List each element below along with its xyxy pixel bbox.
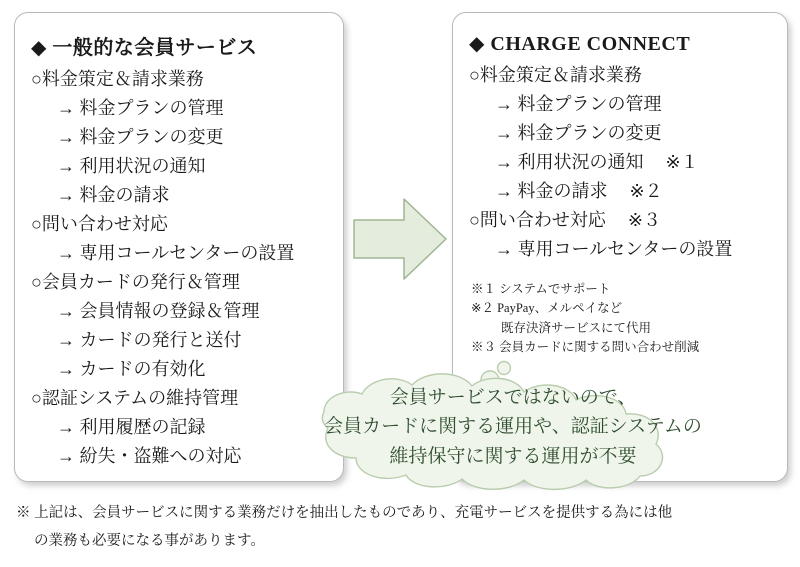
- right-item: [495, 124, 787, 142]
- left-item: → カードの発行と送付: [57, 330, 242, 350]
- right-item-label: → 専用コールセンターの設置: [495, 239, 733, 259]
- cloud-line: 維持保守に関する運用が不要: [389, 445, 637, 467]
- right-item: [495, 95, 787, 113]
- right-item-label: → 料金プランの変更: [495, 123, 662, 143]
- bottom-note-line2: の業務も必要になる事があります。: [34, 532, 265, 549]
- right-item-label: → 料金プランの管理: [495, 94, 662, 114]
- footnote-row: ※３ 会員カードに関する問い合わせ削減: [471, 340, 700, 355]
- footnote-row: ※２ PayPay、メルペイなど: [471, 301, 623, 316]
- right-item-label: → 料金の請求: [495, 181, 608, 201]
- right-item-label: ○料金策定＆請求業務: [469, 65, 642, 85]
- right-item: [469, 66, 787, 84]
- left-panel-title: ◆ 一般的な会員サービス: [31, 37, 258, 59]
- right-arrow-icon: [352, 196, 448, 282]
- left-item: → 紛失・盗難への対応: [57, 446, 242, 466]
- left-item: → カードの有効化: [57, 359, 206, 379]
- right-item-label: → 利用状況の通知: [495, 152, 644, 172]
- right-item: [495, 153, 787, 171]
- right-panel-title: ◆ CHARGE CONNECT: [469, 33, 691, 55]
- right-item-note: ※１: [665, 152, 699, 172]
- right-item-note: ※３: [627, 210, 661, 230]
- right-panel-footnotes: [471, 280, 787, 358]
- bottom-note: [16, 500, 786, 555]
- left-item: ○問い合わせ対応: [31, 214, 168, 234]
- footnote-subrow: 既存決済サービスにて代用: [501, 320, 652, 335]
- right-item-note: ※２: [629, 181, 663, 201]
- cloud-line: 会員カードに関する運用や、認証システムの: [324, 416, 702, 438]
- left-item: → 専用コールセンターの設置: [57, 243, 295, 263]
- right-item: [469, 211, 787, 229]
- left-item: → 料金の請求: [57, 185, 170, 205]
- right-item-label: ○問い合わせ対応: [469, 210, 606, 230]
- left-item: → 利用履歴の記録: [57, 417, 206, 437]
- right-item: [495, 182, 787, 200]
- left-item: ○料金策定＆請求業務: [31, 69, 204, 89]
- left-item: ○認証システムの維持管理: [31, 388, 239, 408]
- cloud-callout: [258, 360, 768, 495]
- bottom-note-line1: ※ 上記は、会員サービスに関する業務だけを抽出したものであり、充電サービスを提供する為には他: [16, 505, 673, 521]
- left-item: → 料金プランの管理: [57, 98, 224, 118]
- left-item: → 利用状況の通知: [57, 156, 206, 176]
- left-item: → 会員情報の登録＆管理: [57, 301, 260, 321]
- right-item: [495, 240, 787, 258]
- cloud-line: 会員サービスではないので、: [389, 387, 637, 408]
- left-item: ○会員カードの発行＆管理: [31, 272, 240, 292]
- footnote-row: ※１ システムでサポート: [471, 282, 611, 296]
- left-item: → 料金プランの変更: [57, 127, 224, 147]
